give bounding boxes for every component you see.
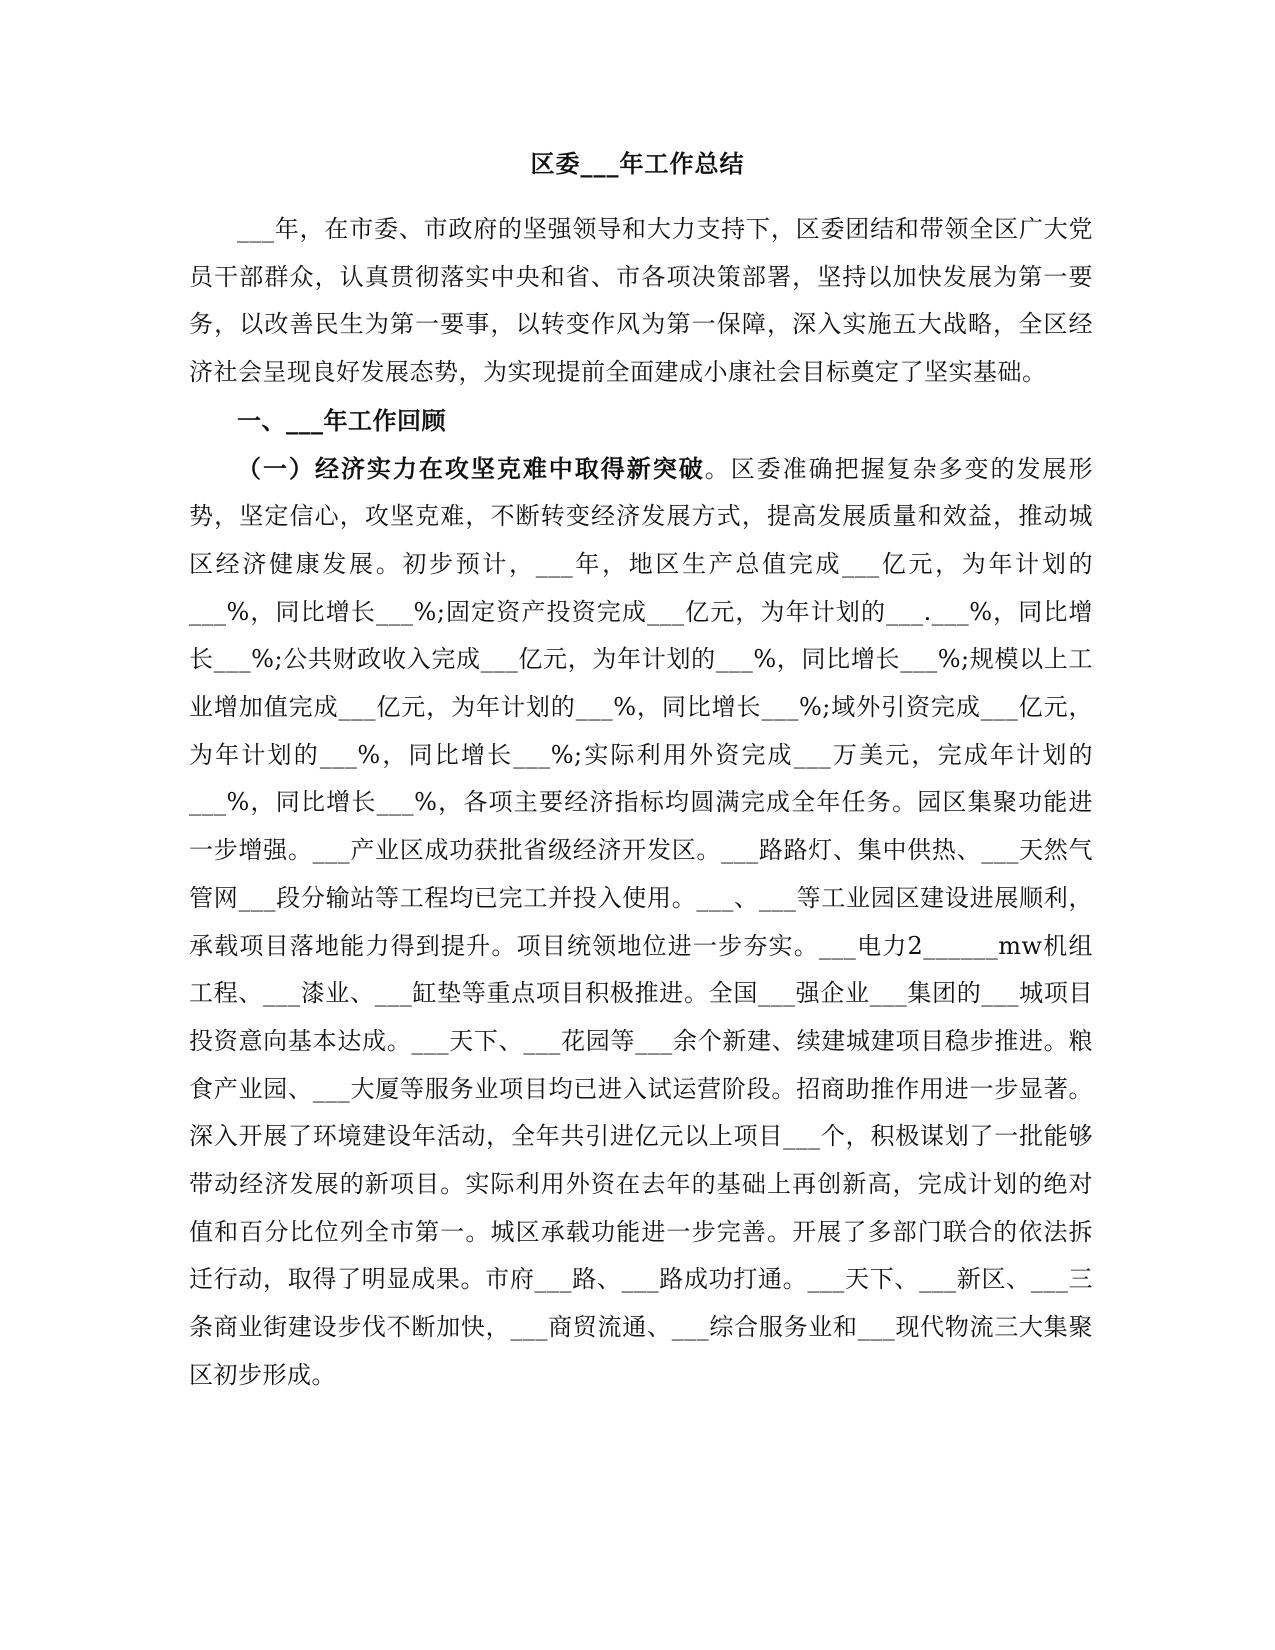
- subsection-body: 。区委准确把握复杂多变的发展形势，坚定信心，攻坚克难，不断转变经济发展方式，提高发展质量和效益，推动城区经济健康发展。初步预计，___年，地区生产总值完成___亿元，为年计划的___%，同比增长___%;固定资产投资完成___亿元，为年计划的___.___%，同比增长___%;公共财政收入完成___亿元，为年计划的___%，同比增长___%;规模以上工业增加值完成___亿元，为年计划的___%，同比增长___%;域外引资完成___亿元，为年计划的___%，同比增长___%;实际利用外资完成___万美元，完成年计划的___%，同比增长___%，各项主要经济指标均圆满完成全年任务。园区集聚功能进一步增强。___产业区成功获批省级经济开发区。___路路灯、集中供热、___天然气管网___段分输站等工程均已完工并投入使用。___、___等工业园区建设进展顺利，承载项目落地能力得到提升。项目统领地位进一步夯实。___电力2______mw机组工程、___漆业、___缸垫等重点项目积极推进。全国___强企业___集团的___城项目投资意向基本达成。___天下、___花园等___余个新建、续建城建项目稳步推进。粮食产业园、___大厦等服务业项目均已进入试运营阶段。招商助推作用进一步显著。深入开展了环境建设年活动，全年共引进亿元以上项目___个，积极谋划了一批能够带动经济发展的新项目。实际利用外资在去年的基础上再创新高，完成计划的绝对值和百分比位列全市第一。城区承载功能进一步完善。开展了多部门联合的依法拆迁行动，取得了明显成果。市府___路、___路成功打通。___天下、___新区、___三条商业街建设步伐不断加快，___商贸流通、___综合服务业和___现代物流三大集聚区初步形成。: [189, 454, 1093, 1389]
- subsection-paragraph: [189, 445, 1093, 1400]
- document-body: [189, 206, 1093, 1400]
- section-heading: 一、___年工作回顾: [237, 405, 446, 435]
- intro-paragraph: ___年，在市委、市政府的坚强领导和大力支持下，区委团结和带领全区广大党员干部群众，认真贯彻落实中央和省、市各项决策部署，坚持以加快发展为第一要务，以改善民生为第一要事，以转变作风为第一保障，深入实施五大战略，全区经济社会呈现良好发展态势，为实现提前全面建成小康社会目标奠定了坚实基础。: [189, 215, 1093, 387]
- subsection-lead: （一）经济实力在攻坚克难中取得新突破: [237, 453, 705, 483]
- document-title: 区委___年工作总结: [530, 149, 745, 178]
